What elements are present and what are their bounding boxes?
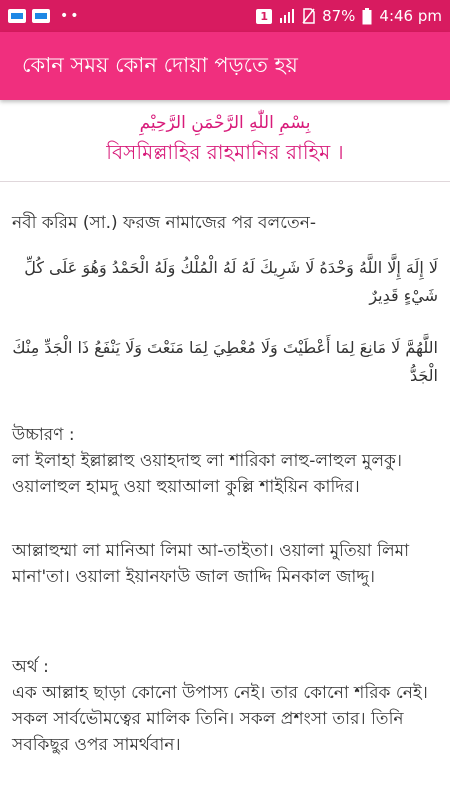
pronunciation-text-1: লা ইলাহা ইল্লাল্লাহু ওয়াহদাহু লা শারিকা লাহু-লাহুল মুলকু। ওয়ালাহুল হামদু ওয়া হুয়াআলা কুল্লি শাইয়িন কাদির। — [12, 451, 402, 497]
notification-app-icon — [32, 9, 50, 23]
clock: 4:46 pm — [379, 7, 442, 25]
more-notifications-icon: •• — [60, 8, 81, 24]
pronunciation-label: উচ্চারণ : — [12, 425, 75, 445]
status-bar — [0, 0, 450, 32]
dua-arabic-1: لَا إِلَهَ إِلَّا اللَّهُ وَحْدَهُ لَا شَرِيكَ لَهُ لَهُ الْمُلْكُ وَلَهُ الْحَمْدُ وَهُوَ عَلَى كُلِّ شَيْءٍ قَدِيرٌ — [24, 258, 438, 305]
app-bar — [0, 32, 450, 100]
battery-icon — [362, 8, 372, 25]
bismillah-bengali: বিসমিল্লাহির রাহমানির রাহিম । — [106, 140, 344, 164]
battery-percentage: 87% — [322, 7, 356, 25]
notification-app-icon — [8, 9, 26, 23]
pronunciation-text-2: আল্লাহুম্মা লা মানিআ লিমা আ-তাইতা। ওয়ালা মুতিয়া লিমা মানা'তা। ওয়ালা ইয়ানফাউ জাল জাদ্দি মিনকাল জাদ্দু। — [12, 541, 410, 587]
signal-icon — [279, 8, 295, 24]
meaning-label: অর্থ : — [12, 657, 49, 677]
page-title: কোন সময় কোন দোয়া পড়তে হয় — [22, 52, 298, 77]
meaning-text: এক আল্লাহ ছাড়া কোনো উপাস্য নেই। তার কোনো শরিক নেই। সকল সার্বভৌমত্বের মালিক তিনি। সকল প্রশংসা তার। তিনি সবকিছুর ওপর সামর্থবান। — [12, 683, 428, 755]
intro-text: নবী করিম (সা.) ফরজ নামাজের পর বলতেন- — [12, 213, 316, 233]
bismillah-arabic: بِسْمِ اللّٰهِ الرَّحْمَنِ الرَّحِيْمِ — [139, 113, 311, 133]
notification-badge: 1 — [256, 9, 272, 24]
bismillah-header — [0, 100, 450, 182]
no-sim-icon — [302, 8, 315, 24]
dua-arabic-2: اللَّهُمَّ لَا مَانِعَ لِمَا أَعْطَيْتَ وَلَا مُعْطِيَ لِمَا مَنَعْتَ وَلَا يَنْفَعُ ذَا الْجَدِّ مِنْكَ الْجَدُّ — [12, 338, 438, 385]
